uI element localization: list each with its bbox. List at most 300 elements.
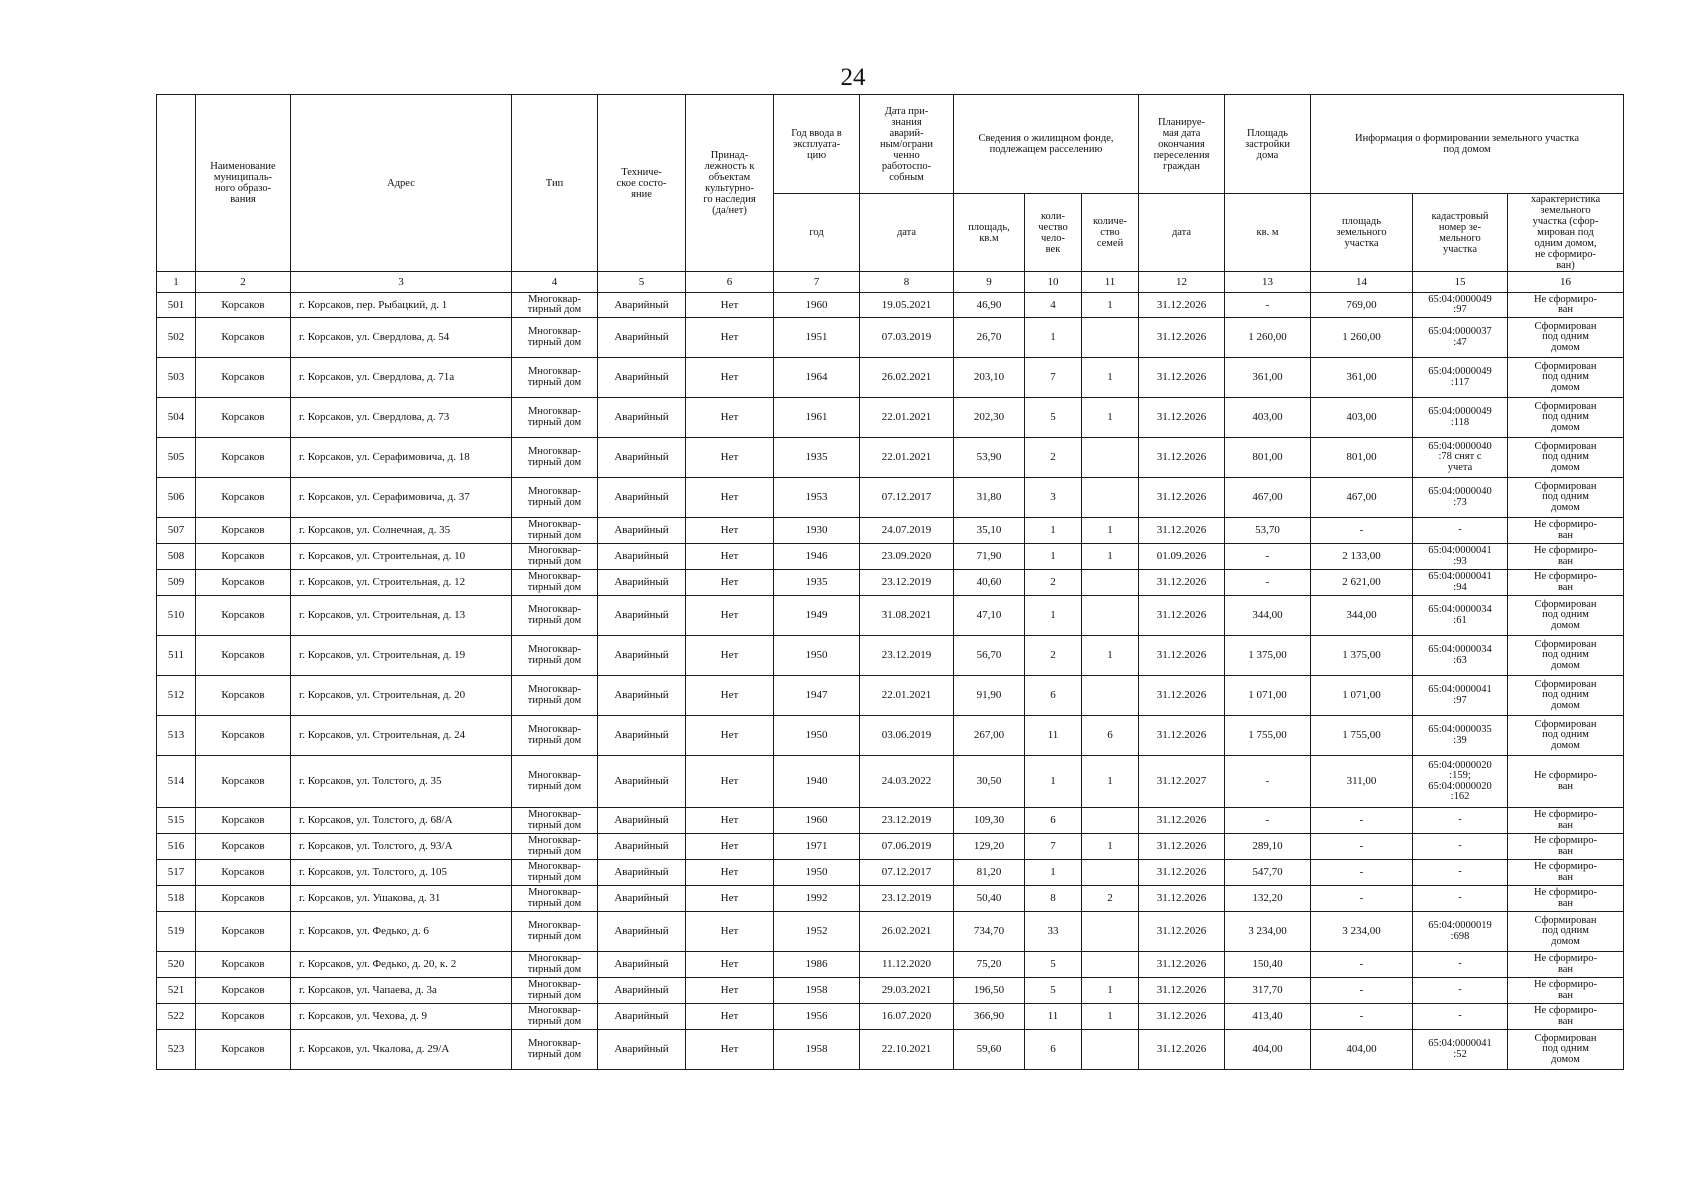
cell-people-count: 5 xyxy=(1025,978,1082,1004)
cell-row-number: 516 xyxy=(157,834,196,860)
cell-family-count xyxy=(1082,438,1139,478)
cell-house-type: Многоквар- тирный дом xyxy=(512,1030,598,1070)
cell-cultural-heritage: Нет xyxy=(686,570,774,596)
cell-commission-year: 1960 xyxy=(774,808,860,834)
cell-technical-state: Аварийный xyxy=(598,952,686,978)
cell-people-count: 2 xyxy=(1025,636,1082,676)
cell-cultural-heritage: Нет xyxy=(686,912,774,952)
header-index xyxy=(157,95,196,272)
cell-people-count: 6 xyxy=(1025,808,1082,834)
cell-address: г. Корсаков, ул. Ушакова, д. 31 xyxy=(291,886,512,912)
cell-municipality: Корсаков xyxy=(196,596,291,636)
cell-cultural-heritage: Нет xyxy=(686,716,774,756)
table-row xyxy=(157,293,1624,318)
cell-row-number: 519 xyxy=(157,912,196,952)
header-unit-area: площадь, кв.м xyxy=(954,194,1025,272)
table-row xyxy=(157,518,1624,544)
cell-housing-area: 734,70 xyxy=(954,912,1025,952)
cell-house-type: Многоквар- тирный дом xyxy=(512,570,598,596)
table-row xyxy=(157,544,1624,570)
table-row xyxy=(157,478,1624,518)
cell-commission-year: 1960 xyxy=(774,293,860,318)
column-number: 4 xyxy=(512,272,598,293)
cell-cadastral-number: 65:04:0000041 :97 xyxy=(1413,676,1508,716)
cell-land-area: 467,00 xyxy=(1311,478,1413,518)
cell-house-type: Многоквар- тирный дом xyxy=(512,834,598,860)
cell-house-type: Многоквар- тирный дом xyxy=(512,544,598,570)
table-row xyxy=(157,1004,1624,1030)
cell-planned-date: 31.12.2027 xyxy=(1139,756,1225,808)
cell-technical-state: Аварийный xyxy=(598,1030,686,1070)
cell-land-area: 361,00 xyxy=(1311,358,1413,398)
cell-land-area: - xyxy=(1311,886,1413,912)
cell-recognition-date: 31.08.2021 xyxy=(860,596,954,636)
cell-planned-date: 31.12.2026 xyxy=(1139,1030,1225,1070)
table-row xyxy=(157,596,1624,636)
cell-housing-area: 50,40 xyxy=(954,886,1025,912)
cell-building-area: 1 260,00 xyxy=(1225,318,1311,358)
cell-cadastral-number: - xyxy=(1413,834,1508,860)
cell-house-type: Многоквар- тирный дом xyxy=(512,636,598,676)
page-number: 24 xyxy=(840,64,866,91)
cell-row-number: 518 xyxy=(157,886,196,912)
cell-address: г. Корсаков, ул. Строительная, д. 13 xyxy=(291,596,512,636)
cell-recognition-date: 29.03.2021 xyxy=(860,978,954,1004)
header-municipality: Наименование муниципаль- ного образо- вания xyxy=(196,95,291,272)
cell-housing-area: 40,60 xyxy=(954,570,1025,596)
cell-municipality: Корсаков xyxy=(196,293,291,318)
cell-technical-state: Аварийный xyxy=(598,544,686,570)
cell-building-area: 404,00 xyxy=(1225,1030,1311,1070)
cell-land-area: - xyxy=(1311,952,1413,978)
cell-municipality: Корсаков xyxy=(196,438,291,478)
cell-recognition-date: 23.12.2019 xyxy=(860,808,954,834)
cell-technical-state: Аварийный xyxy=(598,478,686,518)
cell-planned-date: 31.12.2026 xyxy=(1139,398,1225,438)
cell-planned-date: 31.12.2026 xyxy=(1139,358,1225,398)
cell-address: г. Корсаков, ул. Строительная, д. 12 xyxy=(291,570,512,596)
cell-cadastral-number: - xyxy=(1413,518,1508,544)
cell-building-area: 403,00 xyxy=(1225,398,1311,438)
cell-cultural-heritage: Нет xyxy=(686,978,774,1004)
cell-cadastral-number: - xyxy=(1413,808,1508,834)
cell-planned-date: 31.12.2026 xyxy=(1139,886,1225,912)
cell-commission-year: 1953 xyxy=(774,478,860,518)
cell-building-area: 1 755,00 xyxy=(1225,716,1311,756)
cell-housing-area: 56,70 xyxy=(954,636,1025,676)
cell-planned-date: 31.12.2026 xyxy=(1139,293,1225,318)
header-unit-families: количе- ство семей xyxy=(1082,194,1139,272)
cell-planned-date: 31.12.2026 xyxy=(1139,808,1225,834)
cell-cadastral-number: - xyxy=(1413,860,1508,886)
cell-building-area: - xyxy=(1225,570,1311,596)
cell-housing-area: 75,20 xyxy=(954,952,1025,978)
cell-municipality: Корсаков xyxy=(196,1004,291,1030)
column-number: 6 xyxy=(686,272,774,293)
cell-house-type: Многоквар- тирный дом xyxy=(512,952,598,978)
cell-address: г. Корсаков, ул. Толстого, д. 68/А xyxy=(291,808,512,834)
table-body xyxy=(157,272,1624,1070)
cell-row-number: 506 xyxy=(157,478,196,518)
cell-house-type: Многоквар- тирный дом xyxy=(512,438,598,478)
cell-family-count xyxy=(1082,478,1139,518)
cell-technical-state: Аварийный xyxy=(598,318,686,358)
column-number: 10 xyxy=(1025,272,1082,293)
table-row xyxy=(157,912,1624,952)
cell-family-count: 1 xyxy=(1082,636,1139,676)
column-number-row xyxy=(157,272,1624,293)
cell-cultural-heritage: Нет xyxy=(686,860,774,886)
cell-family-count xyxy=(1082,318,1139,358)
cell-cadastral-number: 65:04:0000040 :78 снят с учета xyxy=(1413,438,1508,478)
column-number: 16 xyxy=(1508,272,1624,293)
cell-commission-year: 1949 xyxy=(774,596,860,636)
cell-housing-area: 26,70 xyxy=(954,318,1025,358)
cell-family-count xyxy=(1082,808,1139,834)
header-building-area: Площадь застройки дома xyxy=(1225,95,1311,194)
cell-address: г. Корсаков, пер. Рыбацкий, д. 1 xyxy=(291,293,512,318)
cell-commission-year: 1950 xyxy=(774,860,860,886)
cell-land-area: - xyxy=(1311,1004,1413,1030)
cell-cultural-heritage: Нет xyxy=(686,544,774,570)
cell-row-number: 514 xyxy=(157,756,196,808)
cell-row-number: 503 xyxy=(157,358,196,398)
table-row xyxy=(157,570,1624,596)
cell-technical-state: Аварийный xyxy=(598,438,686,478)
cell-cadastral-number: 65:04:0000020 :159; 65:04:0000020 :162 xyxy=(1413,756,1508,808)
cell-building-area: - xyxy=(1225,756,1311,808)
cell-technical-state: Аварийный xyxy=(598,756,686,808)
column-number: 1 xyxy=(157,272,196,293)
cell-row-number: 508 xyxy=(157,544,196,570)
cell-row-number: 513 xyxy=(157,716,196,756)
cell-housing-area: 71,90 xyxy=(954,544,1025,570)
cell-recognition-date: 07.03.2019 xyxy=(860,318,954,358)
cell-address: г. Корсаков, ул. Серафимовича, д. 37 xyxy=(291,478,512,518)
cell-land-characteristic: Не сформиро- ван xyxy=(1508,518,1624,544)
cell-technical-state: Аварийный xyxy=(598,676,686,716)
cell-building-area: 547,70 xyxy=(1225,860,1311,886)
cell-address: г. Корсаков, ул. Толстого, д. 35 xyxy=(291,756,512,808)
cell-house-type: Многоквар- тирный дом xyxy=(512,756,598,808)
table-row xyxy=(157,358,1624,398)
cell-commission-year: 1935 xyxy=(774,438,860,478)
cell-commission-year: 1992 xyxy=(774,886,860,912)
cell-house-type: Многоквар- тирный дом xyxy=(512,886,598,912)
cell-land-area: 311,00 xyxy=(1311,756,1413,808)
cell-planned-date: 31.12.2026 xyxy=(1139,478,1225,518)
cell-commission-year: 1952 xyxy=(774,912,860,952)
cell-people-count: 11 xyxy=(1025,1004,1082,1030)
cell-land-characteristic: Сформирован под одним домом xyxy=(1508,676,1624,716)
cell-recognition-date: 22.01.2021 xyxy=(860,676,954,716)
cell-cadastral-number: 65:04:0000040 :73 xyxy=(1413,478,1508,518)
cell-housing-area: 267,00 xyxy=(954,716,1025,756)
cell-land-characteristic: Не сформиро- ван xyxy=(1508,952,1624,978)
cell-land-area: 1 755,00 xyxy=(1311,716,1413,756)
cell-building-area: 801,00 xyxy=(1225,438,1311,478)
cell-address: г. Корсаков, ул. Свердлова, д. 71а xyxy=(291,358,512,398)
cell-planned-date: 31.12.2026 xyxy=(1139,952,1225,978)
cell-row-number: 505 xyxy=(157,438,196,478)
cell-family-count xyxy=(1082,952,1139,978)
cell-planned-date: 31.12.2026 xyxy=(1139,596,1225,636)
header-unit-plan-date: дата xyxy=(1139,194,1225,272)
cell-land-area: - xyxy=(1311,834,1413,860)
cell-row-number: 501 xyxy=(157,293,196,318)
cell-people-count: 33 xyxy=(1025,912,1082,952)
cell-recognition-date: 22.01.2021 xyxy=(860,438,954,478)
cell-municipality: Корсаков xyxy=(196,398,291,438)
cell-land-characteristic: Сформирован под одним домом xyxy=(1508,636,1624,676)
table-row xyxy=(157,318,1624,358)
cell-cultural-heritage: Нет xyxy=(686,1004,774,1030)
cell-building-area: 3 234,00 xyxy=(1225,912,1311,952)
cell-planned-date: 31.12.2026 xyxy=(1139,834,1225,860)
cell-address: г. Корсаков, ул. Свердлова, д. 54 xyxy=(291,318,512,358)
table-row xyxy=(157,834,1624,860)
cell-family-count xyxy=(1082,860,1139,886)
cell-recognition-date: 24.07.2019 xyxy=(860,518,954,544)
cell-housing-area: 46,90 xyxy=(954,293,1025,318)
cell-family-count: 1 xyxy=(1082,834,1139,860)
cell-municipality: Корсаков xyxy=(196,544,291,570)
cell-recognition-date: 19.05.2021 xyxy=(860,293,954,318)
cell-cultural-heritage: Нет xyxy=(686,808,774,834)
cell-building-area: - xyxy=(1225,544,1311,570)
cell-planned-date: 31.12.2026 xyxy=(1139,318,1225,358)
cell-land-area: - xyxy=(1311,518,1413,544)
header-cadastral-number: кадастровый номер зе- мельного участка xyxy=(1413,194,1508,272)
cell-commission-year: 1930 xyxy=(774,518,860,544)
cell-technical-state: Аварийный xyxy=(598,293,686,318)
cell-recognition-date: 16.07.2020 xyxy=(860,1004,954,1030)
cell-recognition-date: 07.12.2017 xyxy=(860,860,954,886)
cell-address: г. Корсаков, ул. Свердлова, д. 73 xyxy=(291,398,512,438)
cell-municipality: Корсаков xyxy=(196,808,291,834)
cell-cultural-heritage: Нет xyxy=(686,834,774,860)
cell-cadastral-number: 65:04:0000037 :47 xyxy=(1413,318,1508,358)
cell-cultural-heritage: Нет xyxy=(686,318,774,358)
cell-housing-area: 81,20 xyxy=(954,860,1025,886)
cell-building-area: 289,10 xyxy=(1225,834,1311,860)
cell-land-area: 1 375,00 xyxy=(1311,636,1413,676)
cell-house-type: Многоквар- тирный дом xyxy=(512,676,598,716)
cell-housing-area: 30,50 xyxy=(954,756,1025,808)
cell-building-area: 413,40 xyxy=(1225,1004,1311,1030)
cell-family-count: 2 xyxy=(1082,886,1139,912)
cell-address: г. Корсаков, ул. Строительная, д. 20 xyxy=(291,676,512,716)
cell-land-area: 403,00 xyxy=(1311,398,1413,438)
cell-cadastral-number: 65:04:0000034 :63 xyxy=(1413,636,1508,676)
cell-land-characteristic: Не сформиро- ван xyxy=(1508,756,1624,808)
cell-building-area: 1 375,00 xyxy=(1225,636,1311,676)
cell-house-type: Многоквар- тирный дом xyxy=(512,808,598,834)
cell-municipality: Корсаков xyxy=(196,952,291,978)
cell-technical-state: Аварийный xyxy=(598,570,686,596)
cell-technical-state: Аварийный xyxy=(598,636,686,676)
cell-family-count: 6 xyxy=(1082,716,1139,756)
cell-people-count: 3 xyxy=(1025,478,1082,518)
cell-cultural-heritage: Нет xyxy=(686,293,774,318)
cell-building-area: - xyxy=(1225,808,1311,834)
cell-municipality: Корсаков xyxy=(196,358,291,398)
cell-address: г. Корсаков, ул. Толстого, д. 93/А xyxy=(291,834,512,860)
cell-cultural-heritage: Нет xyxy=(686,398,774,438)
cell-house-type: Многоквар- тирный дом xyxy=(512,1004,598,1030)
cell-commission-year: 1964 xyxy=(774,358,860,398)
cell-technical-state: Аварийный xyxy=(598,1004,686,1030)
cell-municipality: Корсаков xyxy=(196,518,291,544)
cell-technical-state: Аварийный xyxy=(598,518,686,544)
cell-land-area: 801,00 xyxy=(1311,438,1413,478)
cell-house-type: Многоквар- тирный дом xyxy=(512,860,598,886)
header-cultural-heritage: Принад- лежность к объектам культурно- го наследия (да/нет) xyxy=(686,95,774,272)
cell-land-area: - xyxy=(1311,860,1413,886)
cell-cultural-heritage: Нет xyxy=(686,358,774,398)
cell-land-area: 1 260,00 xyxy=(1311,318,1413,358)
cell-municipality: Корсаков xyxy=(196,912,291,952)
cell-land-area: 3 234,00 xyxy=(1311,912,1413,952)
cell-technical-state: Аварийный xyxy=(598,860,686,886)
cell-people-count: 7 xyxy=(1025,358,1082,398)
table-row xyxy=(157,438,1624,478)
cell-row-number: 522 xyxy=(157,1004,196,1030)
cell-municipality: Корсаков xyxy=(196,478,291,518)
cell-recognition-date: 23.12.2019 xyxy=(860,886,954,912)
cell-building-area: 132,20 xyxy=(1225,886,1311,912)
cell-people-count: 8 xyxy=(1025,886,1082,912)
table-row xyxy=(157,978,1624,1004)
cell-row-number: 502 xyxy=(157,318,196,358)
column-number: 7 xyxy=(774,272,860,293)
header-unit-year: год xyxy=(774,194,860,272)
cell-land-characteristic: Не сформиро- ван xyxy=(1508,886,1624,912)
cell-cadastral-number: - xyxy=(1413,1004,1508,1030)
column-number: 11 xyxy=(1082,272,1139,293)
header-recognition-date: Дата при- знания аварий- ным/ограни ченно работоспо- собным xyxy=(860,95,954,194)
cell-technical-state: Аварийный xyxy=(598,834,686,860)
cell-people-count: 5 xyxy=(1025,952,1082,978)
cell-land-area: 2 621,00 xyxy=(1311,570,1413,596)
cell-technical-state: Аварийный xyxy=(598,978,686,1004)
cell-recognition-date: 22.10.2021 xyxy=(860,1030,954,1070)
header-unit-sqm: кв. м xyxy=(1225,194,1311,272)
cell-building-area: 1 071,00 xyxy=(1225,676,1311,716)
cell-land-characteristic: Не сформиро- ван xyxy=(1508,544,1624,570)
cell-row-number: 510 xyxy=(157,596,196,636)
cell-people-count: 11 xyxy=(1025,716,1082,756)
cell-land-area: - xyxy=(1311,978,1413,1004)
cell-cadastral-number: 65:04:0000019 :698 xyxy=(1413,912,1508,952)
table-row xyxy=(157,636,1624,676)
cell-cadastral-number: 65:04:0000041 :52 xyxy=(1413,1030,1508,1070)
cell-land-characteristic: Сформирован под одним домом xyxy=(1508,478,1624,518)
cell-building-area: 150,40 xyxy=(1225,952,1311,978)
cell-cadastral-number: 65:04:0000049 :97 xyxy=(1413,293,1508,318)
cell-land-characteristic: Сформирован под одним домом xyxy=(1508,1030,1624,1070)
cell-commission-year: 1950 xyxy=(774,636,860,676)
cell-commission-year: 1951 xyxy=(774,318,860,358)
cell-commission-year: 1950 xyxy=(774,716,860,756)
cell-row-number: 504 xyxy=(157,398,196,438)
cell-recognition-date: 23.12.2019 xyxy=(860,636,954,676)
cell-municipality: Корсаков xyxy=(196,570,291,596)
cell-land-characteristic: Не сформиро- ван xyxy=(1508,834,1624,860)
cell-building-area: 317,70 xyxy=(1225,978,1311,1004)
cell-cultural-heritage: Нет xyxy=(686,518,774,544)
column-number: 14 xyxy=(1311,272,1413,293)
cell-cadastral-number: 65:04:0000049 :118 xyxy=(1413,398,1508,438)
cell-planned-date: 31.12.2026 xyxy=(1139,438,1225,478)
header-technical-state: Техниче- ское состо- яние xyxy=(598,95,686,272)
cell-housing-area: 129,20 xyxy=(954,834,1025,860)
cell-planned-date: 31.12.2026 xyxy=(1139,978,1225,1004)
column-number: 13 xyxy=(1225,272,1311,293)
cell-land-area: 769,00 xyxy=(1311,293,1413,318)
table-header xyxy=(157,95,1624,272)
cell-technical-state: Аварийный xyxy=(598,808,686,834)
cell-house-type: Многоквар- тирный дом xyxy=(512,398,598,438)
cell-address: г. Корсаков, ул. Чапаева, д. 3а xyxy=(291,978,512,1004)
cell-land-characteristic: Сформирован под одним домом xyxy=(1508,716,1624,756)
cell-cadastral-number: 65:04:0000034 :61 xyxy=(1413,596,1508,636)
cell-commission-year: 1958 xyxy=(774,1030,860,1070)
cell-municipality: Корсаков xyxy=(196,834,291,860)
cell-commission-year: 1961 xyxy=(774,398,860,438)
cell-cultural-heritage: Нет xyxy=(686,756,774,808)
table-row xyxy=(157,756,1624,808)
cell-row-number: 521 xyxy=(157,978,196,1004)
cell-municipality: Корсаков xyxy=(196,756,291,808)
cell-people-count: 1 xyxy=(1025,756,1082,808)
cell-land-area: 404,00 xyxy=(1311,1030,1413,1070)
cell-municipality: Корсаков xyxy=(196,318,291,358)
cell-family-count xyxy=(1082,676,1139,716)
cell-land-area: 344,00 xyxy=(1311,596,1413,636)
cell-building-area: 467,00 xyxy=(1225,478,1311,518)
cell-house-type: Многоквар- тирный дом xyxy=(512,358,598,398)
cell-house-type: Многоквар- тирный дом xyxy=(512,518,598,544)
cell-people-count: 1 xyxy=(1025,860,1082,886)
cell-address: г. Корсаков, ул. Серафимовича, д. 18 xyxy=(291,438,512,478)
cell-people-count: 1 xyxy=(1025,544,1082,570)
cell-commission-year: 1958 xyxy=(774,978,860,1004)
cell-commission-year: 1986 xyxy=(774,952,860,978)
cell-planned-date: 31.12.2026 xyxy=(1139,676,1225,716)
cell-family-count xyxy=(1082,596,1139,636)
header-land-characteristic: характеристика земельного участка (сфор- мирован под одним домом, не сформиро- ван) xyxy=(1508,194,1624,272)
cell-commission-year: 1946 xyxy=(774,544,860,570)
table-row xyxy=(157,716,1624,756)
cell-address: г. Корсаков, ул. Строительная, д. 19 xyxy=(291,636,512,676)
cell-people-count: 6 xyxy=(1025,1030,1082,1070)
cell-recognition-date: 07.06.2019 xyxy=(860,834,954,860)
cell-people-count: 6 xyxy=(1025,676,1082,716)
cell-housing-area: 35,10 xyxy=(954,518,1025,544)
cell-housing-area: 366,90 xyxy=(954,1004,1025,1030)
cell-house-type: Многоквар- тирный дом xyxy=(512,978,598,1004)
cell-address: г. Корсаков, ул. Толстого, д. 105 xyxy=(291,860,512,886)
cell-land-characteristic: Не сформиро- ван xyxy=(1508,570,1624,596)
cell-recognition-date: 23.12.2019 xyxy=(860,570,954,596)
cell-housing-area: 203,10 xyxy=(954,358,1025,398)
cell-municipality: Корсаков xyxy=(196,886,291,912)
cell-recognition-date: 11.12.2020 xyxy=(860,952,954,978)
cell-building-area: 361,00 xyxy=(1225,358,1311,398)
cell-house-type: Многоквар- тирный дом xyxy=(512,478,598,518)
cell-cultural-heritage: Нет xyxy=(686,478,774,518)
